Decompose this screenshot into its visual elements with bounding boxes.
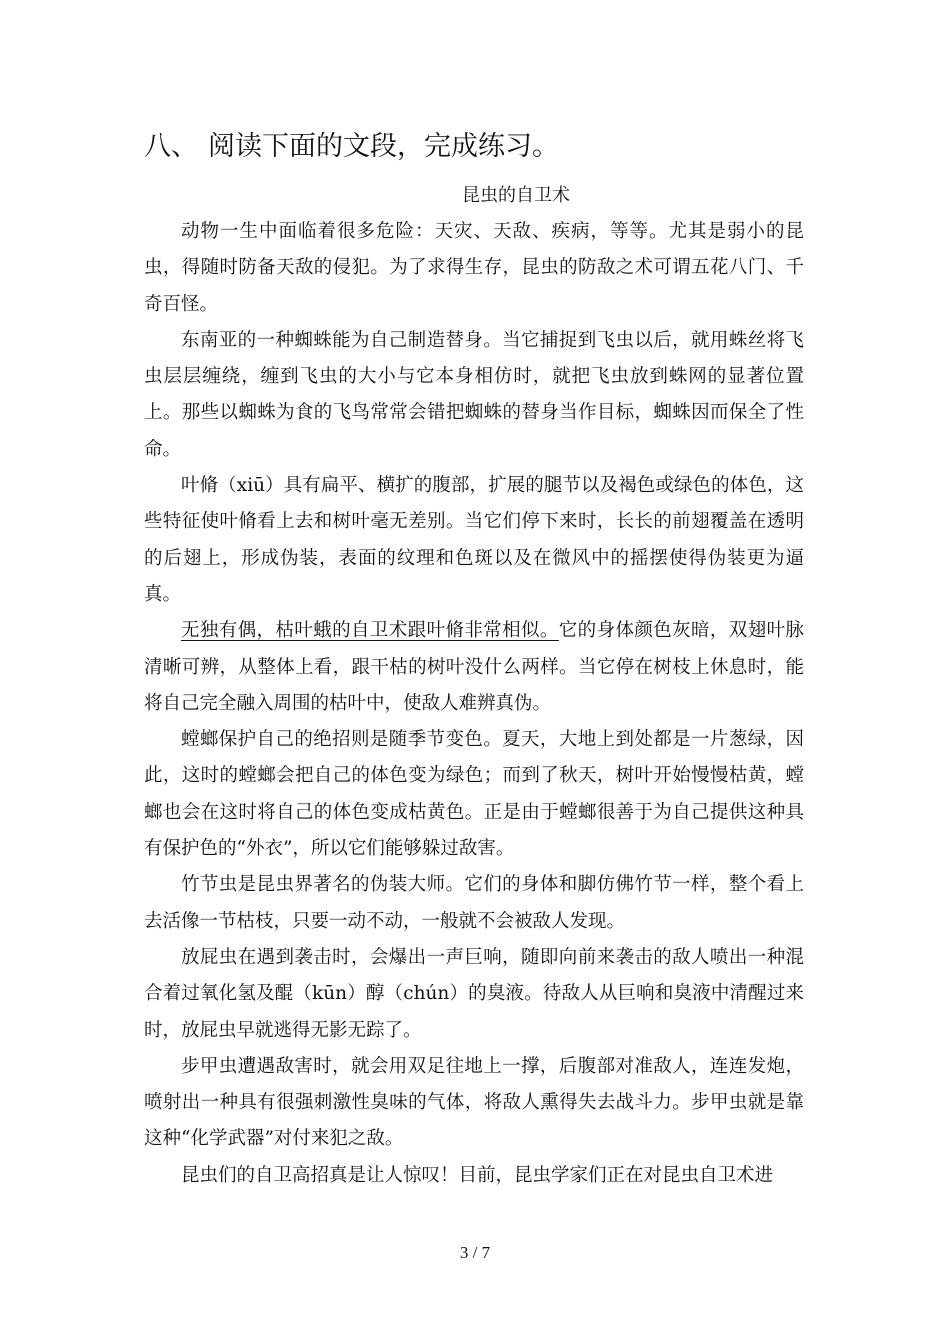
section-heading [144, 127, 559, 167]
section-instruction: 阅读下面的文段，完成练习。 [208, 131, 559, 162]
paragraph: 步甲虫遭遇敌害时，就会用双足往地上一撑，后腹部对准敌人，连连发炮，喷射出一种具有很强刺激性臭味的气体，将敌人熏得失去战斗力。步甲虫就是靠这种“化学武器”对付来犯之敌。 [144, 1055, 804, 1150]
paragraph: 竹节虫是昆虫界著名的伪装大师。它们的身体和脚仿佛竹节一样，整个看上去活像一节枯枝，只要一动不动，一般就不会被敌人发现。 [144, 874, 804, 932]
paragraph: 放屁虫在遇到袭击时，会爆出一声巨响，随即向前来袭击的敌人喷出一种混合着过氧化氢及醌（kūn）醇（chún）的臭液。待敌人从巨响和臭液中清醒过来时，放屁虫早就逃得无影无踪了。 [144, 946, 804, 1041]
paragraph: 东南亚的一种蜘蛛能为自己制造替身。当它捕捉到飞虫以后，就用蛛丝将飞虫层层缠绕，缠到飞虫的大小与它本身相仿时，就把飞虫放到蛛网的显著位置上。那些以蜘蛛为食的飞鸟常常会错把蜘蛛的替身当作目标，蜘蛛因而保全了性命。 [144, 329, 804, 460]
paragraph [144, 613, 804, 722]
underlined-sentence: 无独有偶，枯叶蛾的自卫术跟叶脩非常相似。 [181, 620, 559, 642]
paragraph: 叶脩（xiū）具有扁平、横扩的腹部，扩展的腿节以及褐色或绿色的体色，这些特征使叶脩看上去和树叶毫无差别。当它们停下来时，长长的前翅覆盖在透明的后翅上，形成伪装，表面的纹理和色斑以及在微风中的摇摆使得伪装更为逼真。 [144, 475, 804, 605]
page-number: 3 / 7 [459, 1243, 491, 1262]
article-body [144, 214, 804, 1194]
paragraph-rest: 它的身体颜色灰暗，双翅叶脉清晰可辨，从整体上看，跟干枯的树叶没什么两样。当它停在树枝上休息时，能将自己完全融入周围的枯叶中，使敌人难辨真伪。 [144, 620, 804, 714]
article-title: 昆虫的自卫术 [462, 185, 570, 206]
paragraph: 昆虫们的自卫高招真是让人惊叹！目前，昆虫学家们正在对昆虫自卫术进 [181, 1164, 774, 1186]
paragraph: 动物一生中面临着很多危险：天灾、天敌、疾病，等等。尤其是弱小的昆虫，得随时防备天敌的侵犯。为了求得生存，昆虫的防敌之术可谓五花八门、千奇百怪。 [144, 221, 804, 315]
paragraph: 螳螂保护自己的绝招则是随季节变色。夏天，大地上到处都是一片葱绿，因此，这时的螳螂会把自己的体色变为绿色；而到了秋天，树叶开始慢慢枯黄，螳螂也会在这时将自己的体色变成枯黄色。正是由于螳螂很善于为自己提供这种具有保护色的“外衣”，所以它们能够躲过敌害。 [144, 729, 804, 860]
section-number: 八、 [144, 131, 198, 162]
